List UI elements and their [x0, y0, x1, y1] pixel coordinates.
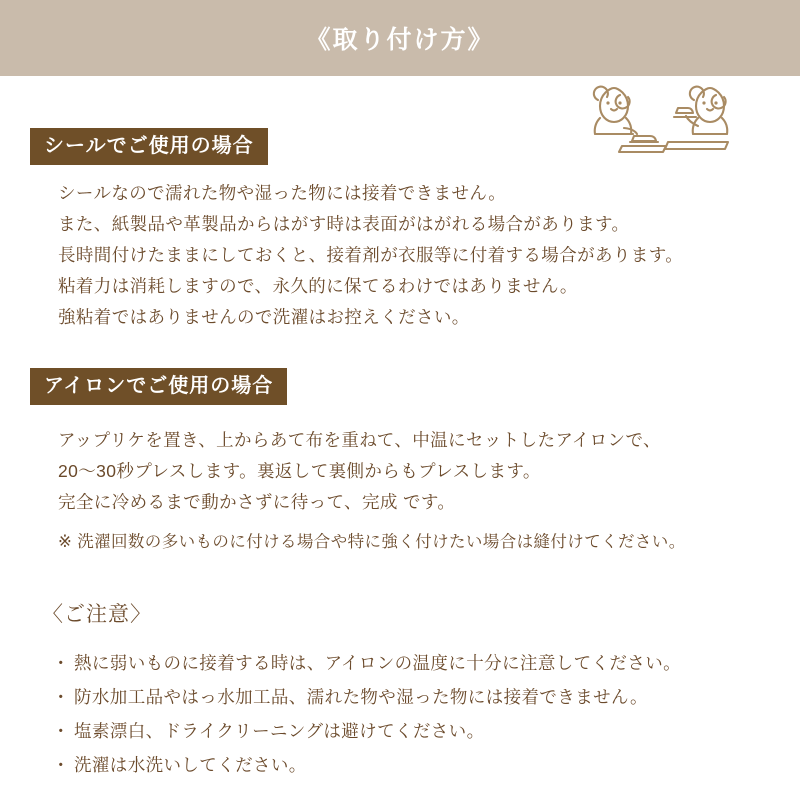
body-line: 完全に冷めるまで動かさずに待って、完成 です。 — [58, 492, 456, 512]
list-item — [52, 714, 681, 748]
list-item-label: 熱に弱いものに接着する時は、アイロンの温度に十分に注意してください。 — [74, 653, 682, 673]
bullet-icon: ・ — [52, 755, 70, 775]
body-line: 長時間付けたままにしておくと、接着剤が衣服等に付着する場合があります。 — [58, 245, 684, 265]
section-body-iron — [58, 425, 686, 558]
list-item — [52, 748, 681, 782]
section-note: ※ 洗濯回数の多いものに付ける場合や特に強く付けたい場合は縫付けてください。 — [58, 533, 686, 551]
section-heading-sticker: シールでご使用の場合 — [30, 128, 268, 165]
section-body-sticker — [58, 178, 683, 333]
bullet-icon: ・ — [52, 687, 70, 707]
body-line: アップリケを置き、上からあて布を重ねて、中温にセットしたアイロンで、 — [58, 430, 661, 450]
list-item — [52, 680, 681, 714]
body-line: 20〜30秒プレスします。裏返して裏側からもプレスします。 — [58, 461, 541, 481]
page-title: 《取り付け方》 — [305, 26, 495, 54]
list-item-label: 塩素漂白、ドライクリーニングは避けてください。 — [74, 721, 485, 741]
body-line: 強粘着ではありませんので洗濯はお控えください。 — [58, 307, 470, 327]
bullet-icon: ・ — [52, 653, 70, 673]
list-item-label: 洗濯は水洗いしてください。 — [74, 755, 307, 775]
bullet-icon: ・ — [52, 721, 70, 741]
caution-list — [52, 646, 681, 782]
caution-title: 〈ご注意〉 — [42, 603, 152, 626]
body-line: また、紙製品や革製品からはがす時は表面がはがれる場合があります。 — [58, 214, 630, 234]
list-item — [52, 646, 681, 680]
body-line: シールなので濡れた物や湿った物には接着できません。 — [58, 183, 507, 203]
header-band — [0, 0, 800, 76]
list-item-label: 防水加工品やはっ水加工品、濡れた物や湿った物には接着できません。 — [74, 687, 648, 707]
section-heading-iron: アイロンでご使用の場合 — [30, 368, 287, 405]
body-line: 粘着力は消耗しますので、永久的に保てるわけではありません。 — [58, 276, 578, 296]
two-bears-ironing-icon — [576, 84, 776, 164]
